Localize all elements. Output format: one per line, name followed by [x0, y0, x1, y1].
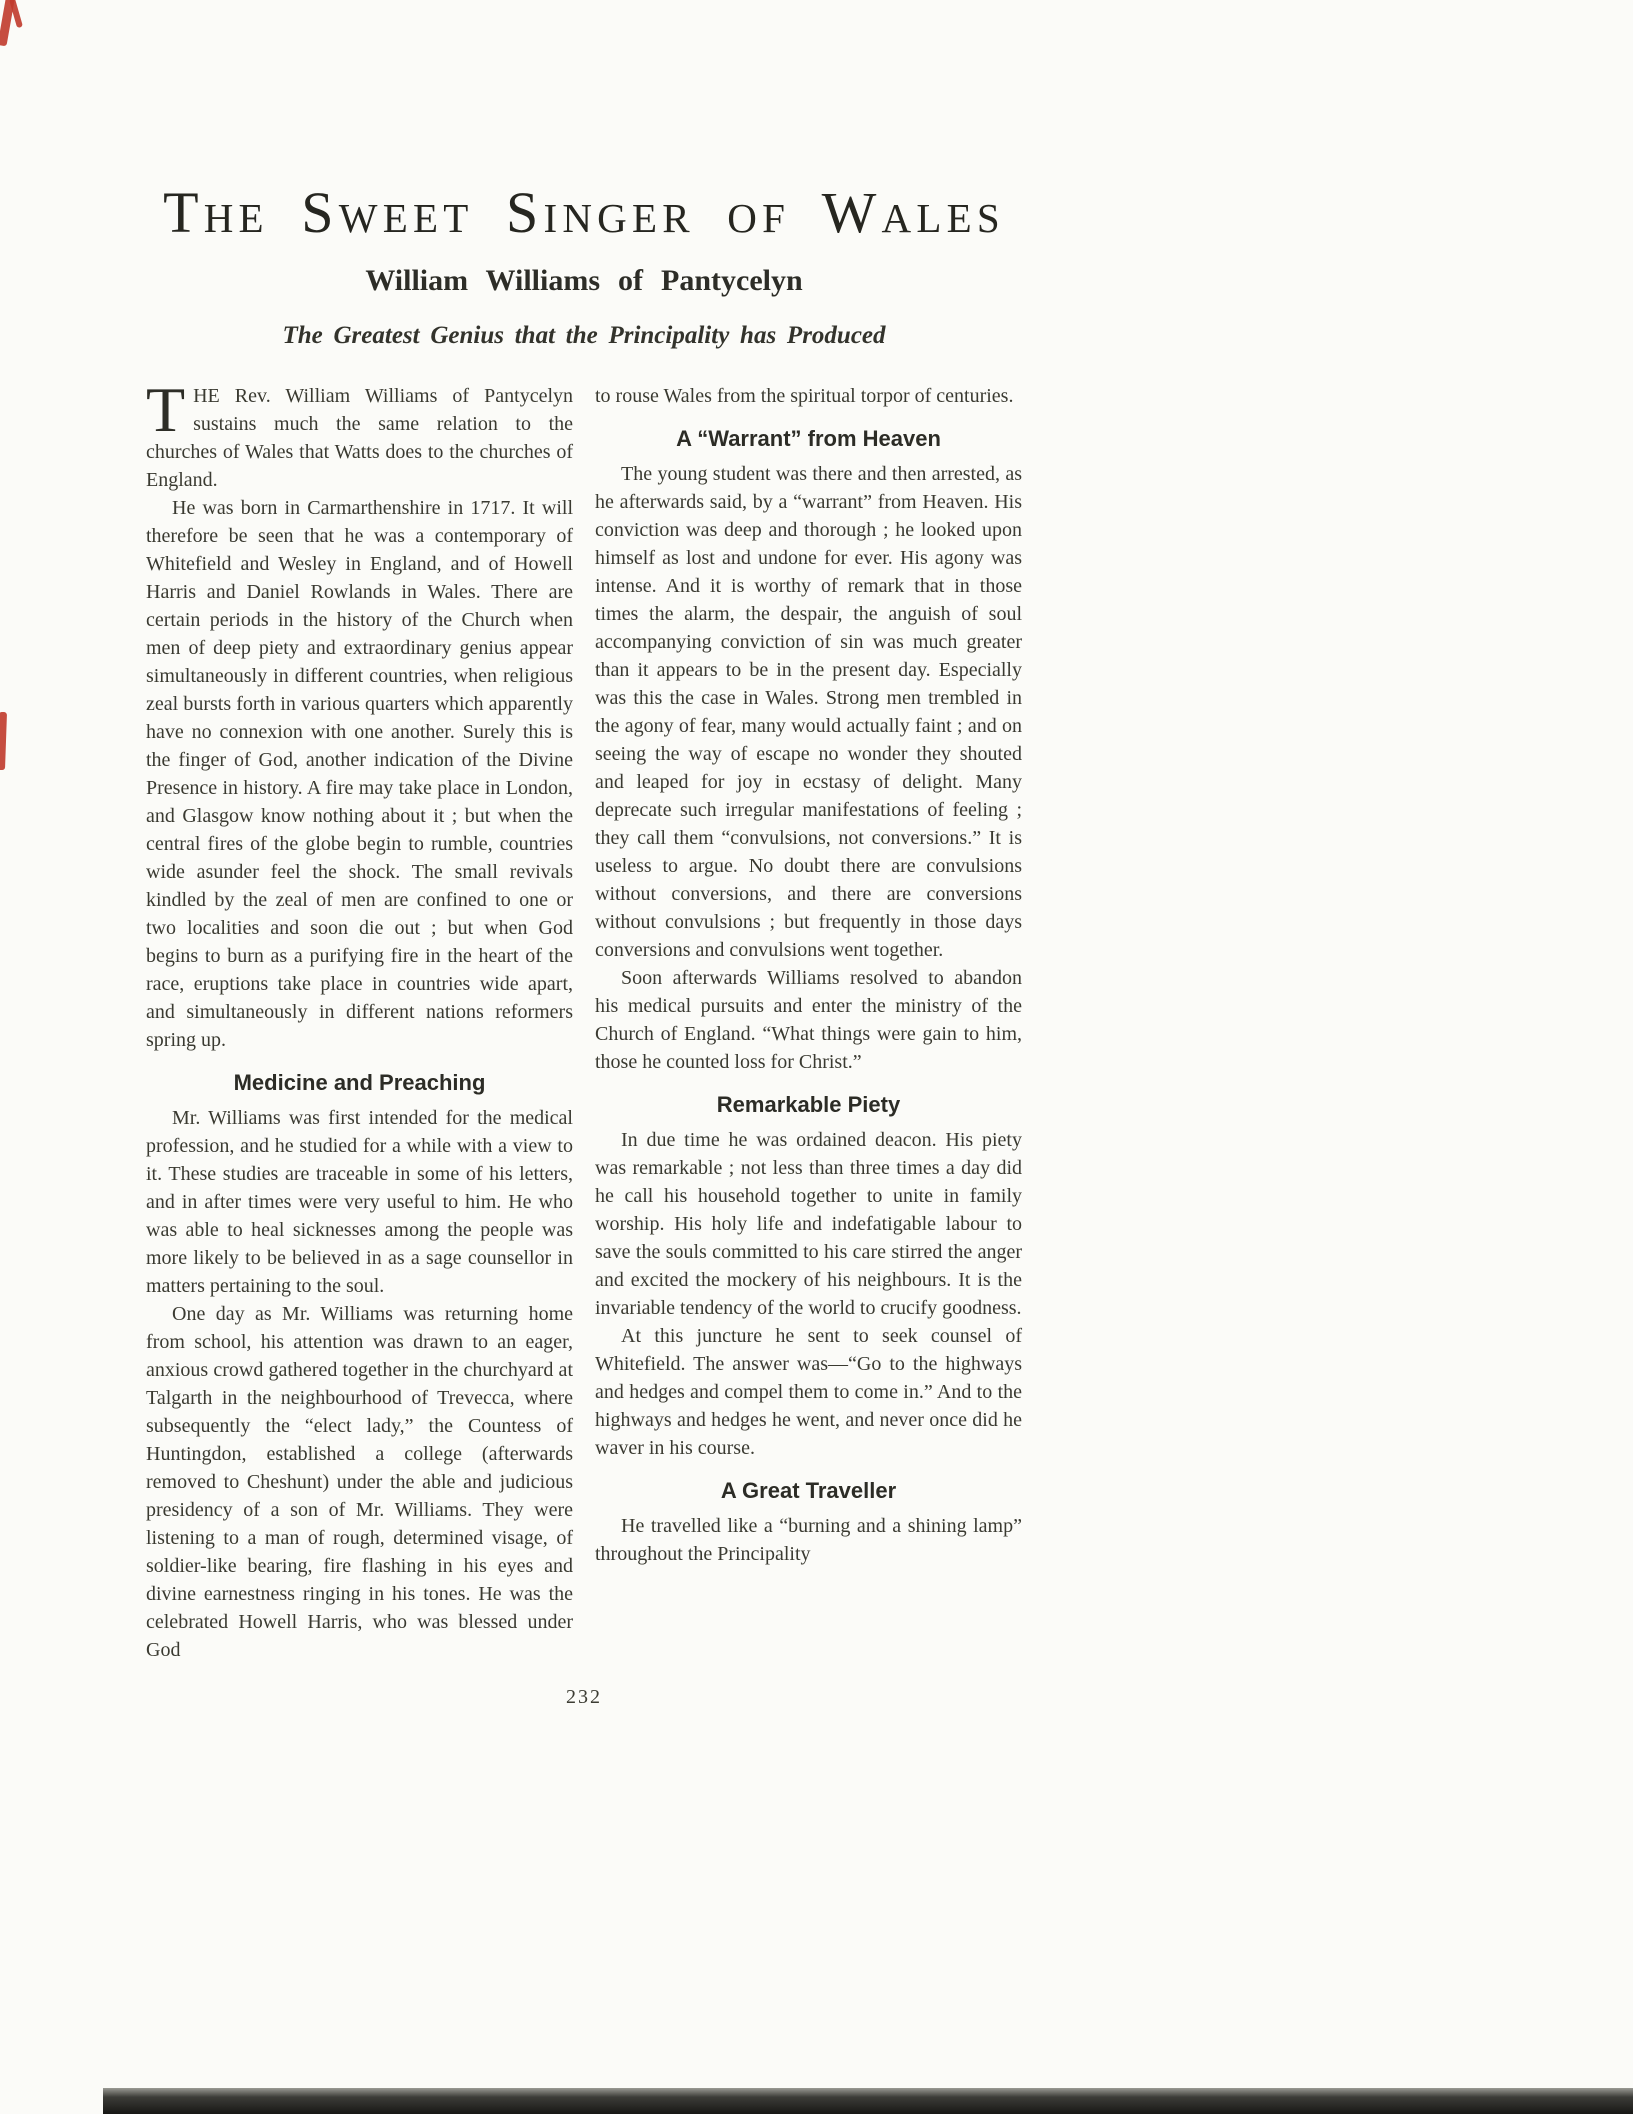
section-heading-remarkable-piety: Remarkable Piety — [716, 1092, 901, 1117]
two-column-body — [146, 374, 1022, 1664]
paragraph: Soon afterwards Williams resolved to abandon his medical pursuits and enter the ministry of the Church of England. “What things were gain to him, those he counted loss for Christ.” — [595, 967, 1022, 1073]
paragraph-intro — [146, 374, 573, 494]
left-column — [146, 374, 573, 1664]
paragraph: He was born in Carmarthenshire in 1717. It will therefore be seen that he was a contemporary of Whitefield and Wesley in England, and of Howell Harris and Daniel Rowlands in Wales. There are certain periods in the history of the Church when men of deep piety and extraordinary genius appear simultaneously in different countries, when religious zeal bursts forth in various quarters which apparently have no connexion with one another. Surely this is the finger of God, another indication of the Divine Presence in history. A fire may take place in London, and Glasgow know nothing about it ; but when the central fires of the globe begin to rumble, countries wide asunder feel the shock. The small revivals kindled by the zeal of men are confined to one or two localities and soon die out ; but when God begins to burn as a purifying fire in the heart of the race, eruptions take place in countries wide apart, and simultaneously in different nations reformers spring up. — [146, 497, 573, 1051]
paragraph: In due time he was ordained deacon. His piety was remarkable ; not less than three times a day did he call his household together to unite in family worship. His holy life and indefatigable labour to save the souls committed to his care stirred the anger and excited the mockery of his neighbours. It is the invariable tendency of the world to crucify goodness. — [595, 1129, 1022, 1319]
red-ink-mark-left-edge — [0, 712, 7, 770]
paragraph-intro-text: HE Rev. William Williams of Pantycelyn sustains much the same relation to the churches of Wales that Watts does to the churches of England. — [146, 385, 573, 491]
page-number: 232 — [566, 1686, 602, 1708]
section-heading-a-great-traveller: A Great Traveller — [720, 1478, 897, 1503]
paragraph-continuation: to rouse Wales from the spiritual torpor of centuries. — [595, 385, 1014, 407]
section-heading-warrant-from-heaven: A “Warrant” from Heaven — [676, 426, 941, 451]
dropcap: T — [146, 374, 186, 445]
right-column — [595, 382, 1022, 1664]
section-heading-medicine-and-preaching: Medicine and Preaching — [233, 1070, 486, 1095]
paragraph: Mr. Williams was first intended for the medical profession, and he studied for a while with a view to it. These studies are traceable in some of his letters, and in after times were very useful to him. He who was able to heal sicknesses among the people was more likely to be believed in as a sage counsellor in matters pertaining to the soul. — [146, 1107, 573, 1297]
paragraph: The young student was there and then arrested, as he afterwards said, by a “warrant” from Heaven. His conviction was deep and thorough ; he looked upon himself as lost and undone for ever. His agony was intense. And it is worthy of remark that in those times the alarm, the despair, the anguish of soul accompanying conviction of sin was much greater than it appears to be in the present day. Especially was this the case in Wales. Strong men trembled in the agony of fear, many would actually faint ; and on seeing the way of escape no wonder they shouted and leaped for joy in ecstasy of delight. Many deprecate such irregular manifestations of feeling ; they call them “convulsions, not conversions.” It is useless to argue. No doubt there are convulsions without conversions, and there are conversions without convulsions ; but frequently in those days conversions and convulsions went together. — [595, 463, 1022, 961]
paragraph: At this juncture he sent to seek counsel of Whitefield. The answer was—“Go to the highways and hedges and compel them to come in.” And to the highways and hedges he went, and never once did he waver in his course. — [595, 1325, 1022, 1459]
article-tagline: The Greatest Genius that the Principality has Produced — [282, 322, 886, 349]
printed-page-content — [146, 182, 1022, 1709]
paragraph: He travelled like a “burning and a shining lamp” throughout the Principality — [595, 1515, 1022, 1565]
article-title: The Sweet Singer of Wales — [163, 180, 1005, 245]
paragraph: One day as Mr. Williams was returning home from school, his attention was drawn to an eager, anxious crowd gathered together in the churchyard at Talgarth in the neighbourhood of Trevecca, where subsequently the “elect lady,” the Countess of Huntingdon, established a college (afterwards removed to Cheshunt) under the able and judicious presidency of a son of Mr. Williams. They were listening to a man of rough, determined visage, of soldier-like bearing, fire flashing in his eyes and divine earnestness ringing in his tones. He was the celebrated Howell Harris, who was blessed under God — [146, 1303, 573, 1661]
scan-bottom-shadow — [103, 2088, 1633, 2114]
article-subtitle: William Williams of Pantycelyn — [365, 264, 803, 297]
